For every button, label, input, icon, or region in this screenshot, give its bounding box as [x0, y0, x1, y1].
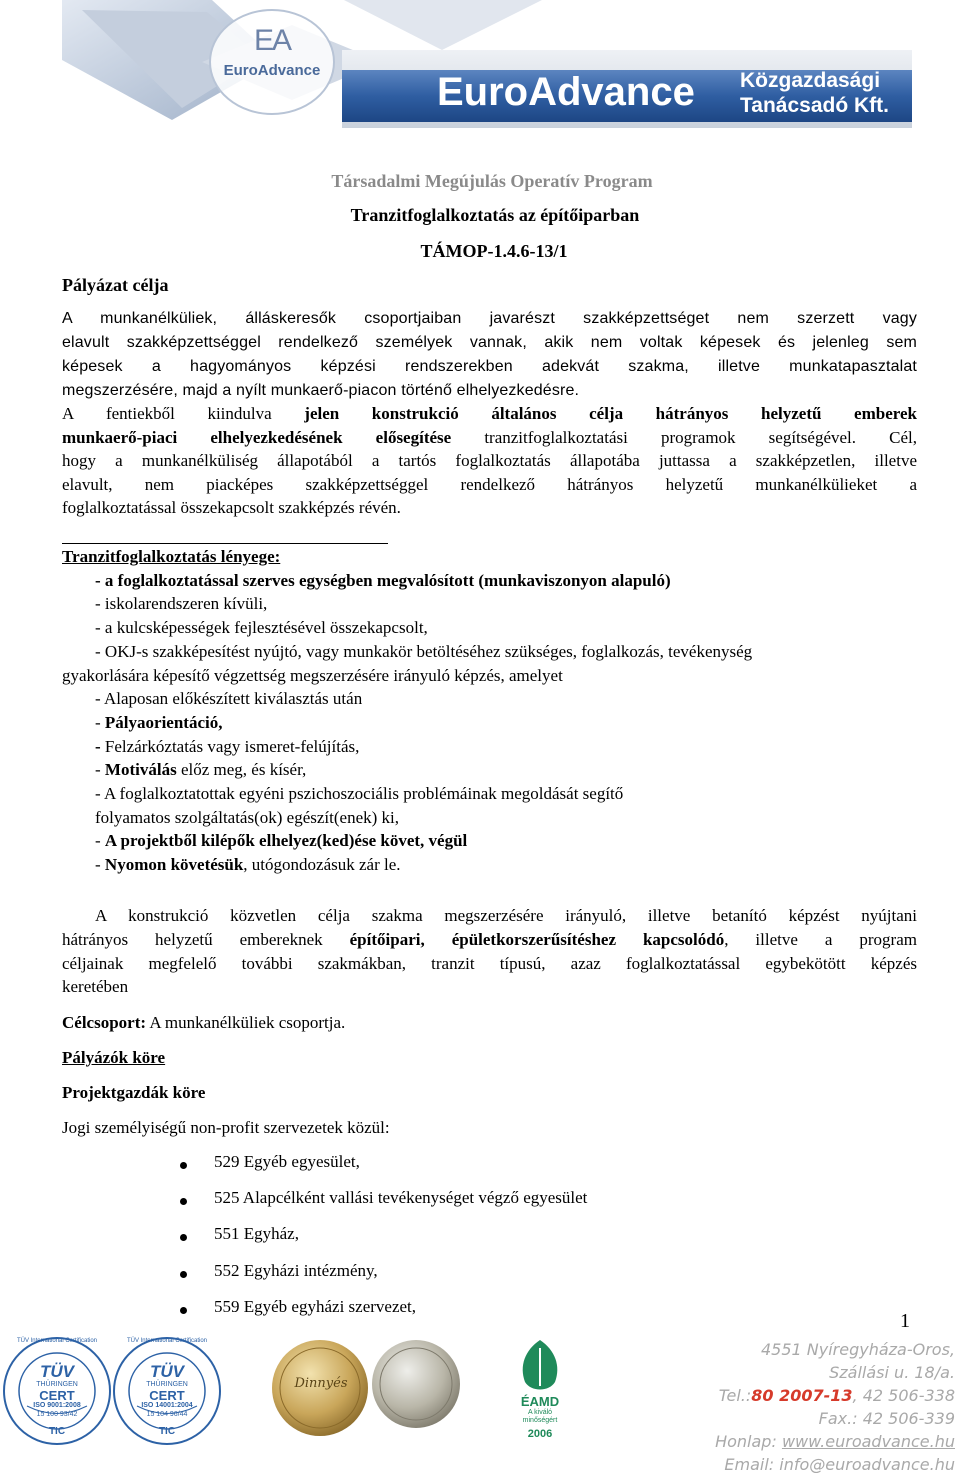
- text-line: [62, 426, 917, 450]
- tic-text: TIC: [48, 1426, 66, 1437]
- bullet-icon: [180, 1198, 187, 1205]
- text-run: hátrányos helyzetű embereknek: [62, 929, 350, 949]
- bullet-icon: [180, 1307, 187, 1314]
- tuv-text: TÜV: [40, 1362, 74, 1381]
- target-group: [62, 1011, 345, 1035]
- list-item: - A foglalkoztatottak egyéni pszichoszociális problémáinak megoldását segítő: [95, 784, 624, 804]
- text-run: -: [95, 855, 105, 875]
- eamd-text: ÉAMD: [520, 1394, 560, 1409]
- tagline-line-1: Közgazdasági: [740, 69, 881, 92]
- list-item: - OKJ-s szakképesítést nyújtó, vagy munkakör betöltéséhez szükséges, foglalkozás, tevékenység: [95, 641, 753, 661]
- list-item: 529 Egyéb egyesület,: [214, 1152, 360, 1171]
- award-text: Dinnyés: [294, 1376, 348, 1391]
- eamd-quality-logo: [505, 1336, 575, 1444]
- text-run-bold: A projektből kilépők elhelyez(ked)ése követ, végül: [104, 831, 468, 851]
- text-line: elavult szakképzettséggel rendelkező személyek vannak, akik nem voltak képesek és jelenleg sem: [62, 334, 917, 351]
- eamd-subtitle-line: minőségért: [522, 1417, 558, 1424]
- text-run-bold: Nyomon követésük: [104, 855, 244, 875]
- list-item: folyamatos szolgáltatás(ok) egészít(enek) ki,: [95, 807, 399, 827]
- purpose-paragraph-1: [62, 307, 917, 403]
- list-item: 552 Egyházi intézmény,: [214, 1261, 378, 1280]
- iso-text: ISO 9001:2008: [33, 1402, 81, 1409]
- award-medals: [268, 1336, 468, 1446]
- list-item: - a kulcsképességek fejlesztésével összekapcsolt,: [95, 618, 428, 638]
- medal-icon: [268, 1336, 468, 1446]
- list-item: [95, 853, 922, 877]
- email-line[interactable]: Email: info@euroadvance.hu: [724, 1455, 955, 1474]
- tuv-cert-iso14001-logo: [112, 1336, 222, 1446]
- brand-name: EuroAdvance: [437, 70, 695, 114]
- text-run: , utógondozásuk zár le.: [243, 855, 401, 875]
- list-item: [95, 735, 922, 759]
- applicants-intro: Jogi személyiségű non-profit szervezetek közül:: [62, 1118, 390, 1137]
- essence-list: [62, 569, 922, 664]
- list-item: [95, 758, 922, 782]
- website-line: [655, 1430, 955, 1453]
- target-label: Célcsoport:: [62, 1013, 147, 1032]
- text-run-bold: -: [95, 736, 105, 756]
- cert-text: CERT: [39, 1388, 75, 1403]
- target-text: A munkanélküliek csoportja.: [146, 1013, 346, 1032]
- page-number: 1: [900, 1310, 910, 1332]
- text-run: előz meg, és kísér,: [176, 760, 307, 780]
- tuv-cert-iso9001-logo: [2, 1336, 112, 1446]
- website-link[interactable]: www.euroadvance.hu: [781, 1432, 955, 1451]
- phone-line: [655, 1384, 955, 1407]
- eamd-year: 2006: [527, 1428, 553, 1440]
- phone-label: Tel.:: [718, 1386, 752, 1405]
- text-run-bold: Motiválás: [104, 760, 177, 780]
- phone-rest: , 42 506-338: [852, 1386, 955, 1405]
- cert-text: CERT: [149, 1388, 185, 1403]
- cert-number: 15 100 93/42: [36, 1411, 78, 1418]
- cert-ring-text: TÜV International Certification: [16, 1338, 98, 1344]
- bullet-icon: [180, 1271, 187, 1278]
- bullet-icon: [180, 1234, 187, 1241]
- list-item: [95, 711, 922, 735]
- text-run: , illetve a program: [724, 929, 917, 949]
- text-run-bold: munkaerő-piaci elhelyezkedésének elősegítése: [62, 427, 452, 447]
- text-run: -: [95, 760, 105, 780]
- list-item-continuation: gyakorlására képesítő végzettség megszerzésére irányuló képzés, amelyet: [62, 665, 563, 685]
- essence-list-2: [62, 687, 922, 877]
- text-run: tranzitfoglalkoztatási programok segítségével. Cél,: [451, 427, 917, 447]
- essence-heading: Tranzitfoglalkoztatás lényege:: [62, 547, 281, 566]
- text-line: A konstrukció közvetlen célja szakma megszerzésére irányuló, illetve betanító képzést nyújtani: [95, 906, 917, 925]
- logo-initials: EA: [253, 24, 291, 57]
- tuv-text: TÜV: [150, 1362, 184, 1381]
- divider: [62, 543, 388, 544]
- brand-tagline: [740, 68, 889, 118]
- phone-main: 80 2007-13: [751, 1386, 853, 1405]
- text-run: -: [95, 712, 105, 732]
- cert-ring-text: TÜV International Certification: [126, 1338, 208, 1344]
- text-line: képesek a hagyományos képzési rendszerekben adekvát szakma, illetve munkatapasztalat: [62, 358, 917, 375]
- project-subtitle: Tranzitfoglalkoztatás az építőiparban: [350, 205, 640, 225]
- fax-line: Fax.: 42 506-339: [818, 1409, 955, 1428]
- list-item: 551 Egyház,: [214, 1224, 299, 1243]
- text-line: keretében: [62, 977, 129, 997]
- text-line: hogy a munkanélküliség állapotából a tartós foglalkoztatás állapotába juttassa a szakképzetlen, illetve: [62, 451, 917, 470]
- tic-text: TIC: [158, 1426, 176, 1437]
- list-item: [95, 829, 922, 853]
- list-item: 559 Egyéb egyházi szervezet,: [214, 1297, 417, 1316]
- region-text: THÜRINGEN: [36, 1381, 78, 1388]
- text-run-bold: építőipari, épületkorszerűsítéshez kapcsolódó: [349, 929, 725, 949]
- text-run: A fentiekből kiindulva: [62, 404, 305, 423]
- tagline-line-2: Tanácsadó Kft.: [740, 94, 889, 117]
- list-item: 525 Alapcélként vallási tevékenységet végző egyesület: [214, 1188, 588, 1207]
- website-label: Honlap:: [715, 1432, 782, 1451]
- region-text: THÜRINGEN: [146, 1381, 188, 1388]
- essence-section: [62, 545, 922, 877]
- text-line: elavult, nem piacképes szakképzettséggel rendelkező hátrányos helyzetű munkanélkülieket a: [62, 474, 917, 494]
- eamd-subtitle-line: A kiváló: [527, 1409, 553, 1416]
- text-line: [62, 928, 917, 952]
- direct-goal-paragraph: [62, 904, 917, 999]
- list-item: - iskolarendszeren kívüli,: [95, 594, 268, 614]
- cert-number: 15 104 96/44: [146, 1411, 188, 1418]
- text-run: -: [95, 831, 105, 851]
- text-line: foglalkoztatással összekapcsolt szakképzés révén.: [62, 498, 401, 517]
- purpose-paragraph-2: [62, 402, 917, 520]
- iso-text: ISO 14001:2004: [141, 1402, 193, 1409]
- project-code: TÁMOP-1.4.6-13/1: [420, 241, 568, 261]
- text-run-bold: jelen konstrukció általános célja hátrányos helyzetű emberek: [304, 404, 917, 423]
- header-banner: [62, 0, 912, 128]
- address-line-2: Szállási u. 18/a.: [829, 1363, 955, 1382]
- eamd-leaf-icon: [505, 1336, 575, 1396]
- text-line: [62, 402, 917, 426]
- section-heading-purpose: Pályázat célja: [62, 275, 169, 295]
- list-item: - a foglalkoztatással szerves egységben megvalósított (munkaviszonyon alapuló): [95, 570, 671, 590]
- text-line: A munkanélküliek, álláskeresők csoportjaiban javarészt szakképzettséget nem szerzett vagy: [62, 310, 917, 327]
- address-line-1: 4551 Nyíregyháza-Oros,: [760, 1340, 955, 1359]
- text-line: megszerzésére, majd a nyílt munkaerő-piacon történő elhelyezkedésre.: [62, 382, 580, 399]
- list-item: - Alaposan előkészített kiválasztás után: [95, 689, 363, 709]
- applicants-heading: Pályázók köre: [62, 1048, 166, 1067]
- company-address: [655, 1338, 955, 1476]
- text-line: céljainak megfelelő további szakmákban, tranzit típusú, azaz foglalkoztatással egybekötött képzés: [62, 953, 917, 973]
- logo-small-text: EuroAdvance: [223, 62, 321, 79]
- text-run: Felzárkóztatás vagy ismeret-felújítás,: [104, 736, 360, 756]
- text-run-bold: Pályaorientáció,: [104, 712, 223, 732]
- program-title: Társadalmi Megújulás Operatív Program: [331, 171, 653, 191]
- eamd-subtitle: [505, 1409, 575, 1425]
- bullet-icon: [180, 1162, 187, 1169]
- project-owners-heading: Projektgazdák köre: [62, 1083, 206, 1102]
